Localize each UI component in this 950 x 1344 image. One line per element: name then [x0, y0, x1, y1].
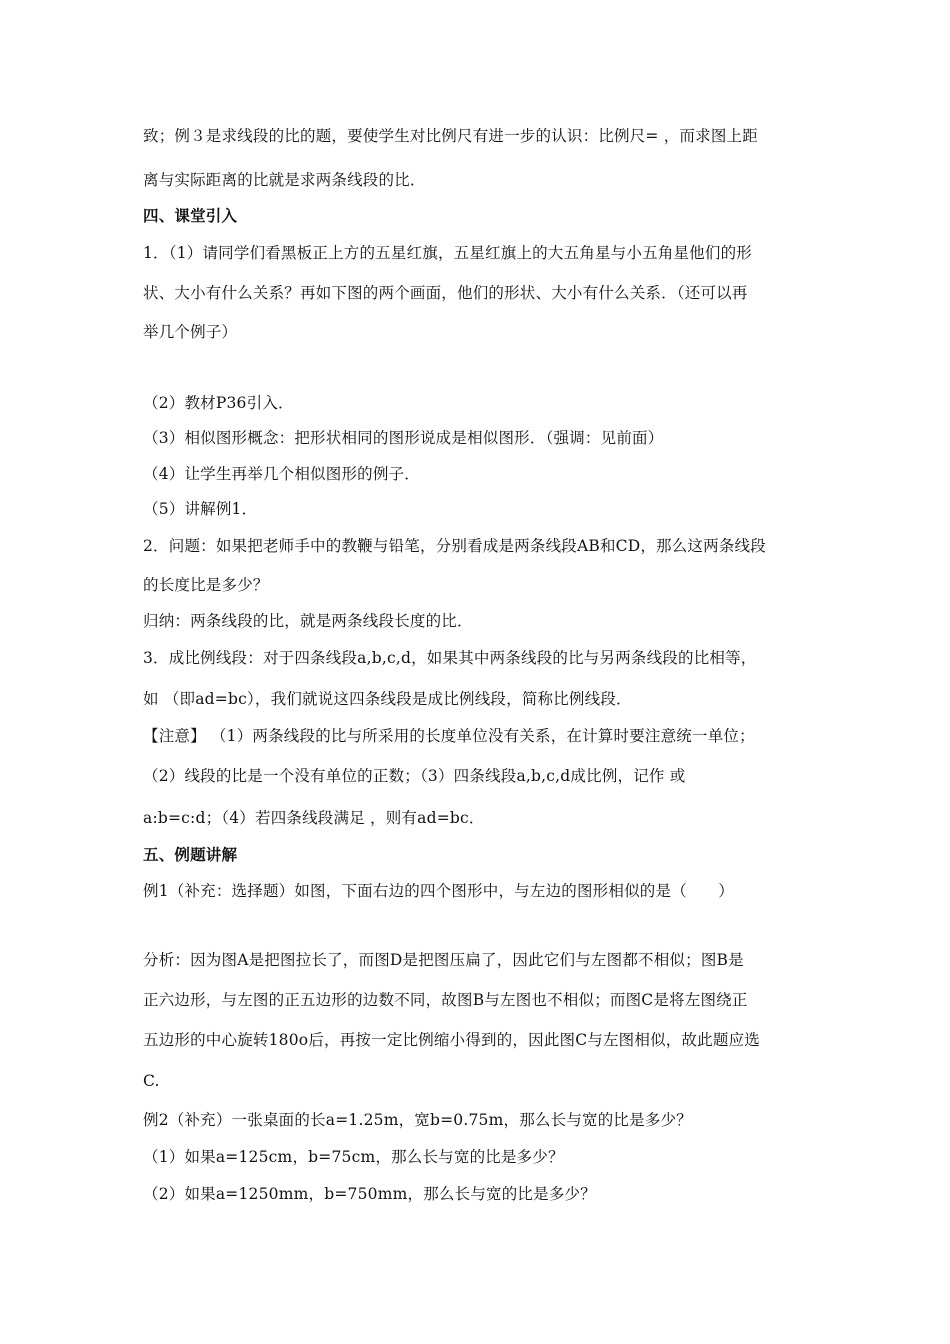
section-heading-4: 四、课堂引入: [143, 207, 238, 225]
section-heading-5: 五、例题讲解: [143, 846, 238, 864]
text-line: 3．成比例线段：对于四条线段a,b,c,d，如果其中两条线段的比与另两条线段的比相等，: [143, 649, 757, 667]
text-line: 归纳：两条线段的比，就是两条线段长度的比．: [143, 612, 473, 630]
text-line: 的长度比是多少？: [143, 576, 269, 594]
text-line: （2）教材P36引入．: [143, 394, 294, 412]
text-line: 例2（补充）一张桌面的长a=1.25m，宽b=0.75m，那么长与宽的比是多少？: [143, 1111, 692, 1129]
text-line: 正六边形，与左图的正五边形的边数不同，故图B与左图也不相似；而图C是将左图绕正: [143, 991, 748, 1009]
text-line: 例1（补充：选择题）如图，下面右边的四个图形中，与左边的图形相似的是（ ）: [143, 882, 734, 900]
text-line: 分析：因为图A是把图拉长了，而图D是把图压扁了，因此它们与左图都不相似；图B是: [143, 951, 744, 969]
text-line: 离与实际距离的比就是求两条线段的比．: [143, 171, 426, 189]
text-line: 五边形的中心旋转180o后，再按一定比例缩小得到的，因此图C与左图相似，故此题应选: [143, 1031, 760, 1049]
text-line: （1）如果a=125cm，b=75cm，那么长与宽的比是多少？: [143, 1148, 564, 1166]
text-line: C.: [143, 1072, 160, 1090]
text-line: 1．（1）请同学们看黑板正上方的五星红旗，五星红旗上的大五角星与小五角星他们的形: [143, 244, 752, 262]
text-line: （2）线段的比是一个没有单位的正数；（3）四条线段a,b,c,d成比例，记作 或: [143, 767, 686, 785]
text-line: 举几个例子）: [143, 323, 238, 341]
text-line: 状、大小有什么关系？再如下图的两个画面，他们的形状、大小有什么关系．（还可以再: [143, 284, 748, 302]
text-line: 致；例３是求线段的比的题，要使学生对比例尺有进一步的认识：比例尺= ，而求图上距: [143, 127, 758, 145]
text-line: a:b=c:d；（4）若四条线段满足 ，则有ad=bc．: [143, 809, 485, 827]
note-line: 【注意】 （1）两条线段的比与所采用的长度单位没有关系，在计算时要注意统一单位；: [143, 727, 755, 745]
text-line: 2．问题：如果把老师手中的教鞭与铅笔，分别看成是两条线段AB和CD，那么这两条线段: [143, 537, 766, 555]
text-line: 如 （即ad=bc），我们就说这四条线段是成比例线段，简称比例线段．: [143, 690, 632, 708]
text-line: （3）相似图形概念：把形状相同的图形说成是相似图形．（强调：见前面）: [143, 429, 664, 447]
text-line: （2）如果a=1250mm，b=750mm，那么长与宽的比是多少？: [143, 1185, 596, 1203]
text-line: （4）让学生再举几个相似图形的例子．: [143, 465, 420, 483]
text-line: （5）讲解例1．: [143, 500, 258, 518]
